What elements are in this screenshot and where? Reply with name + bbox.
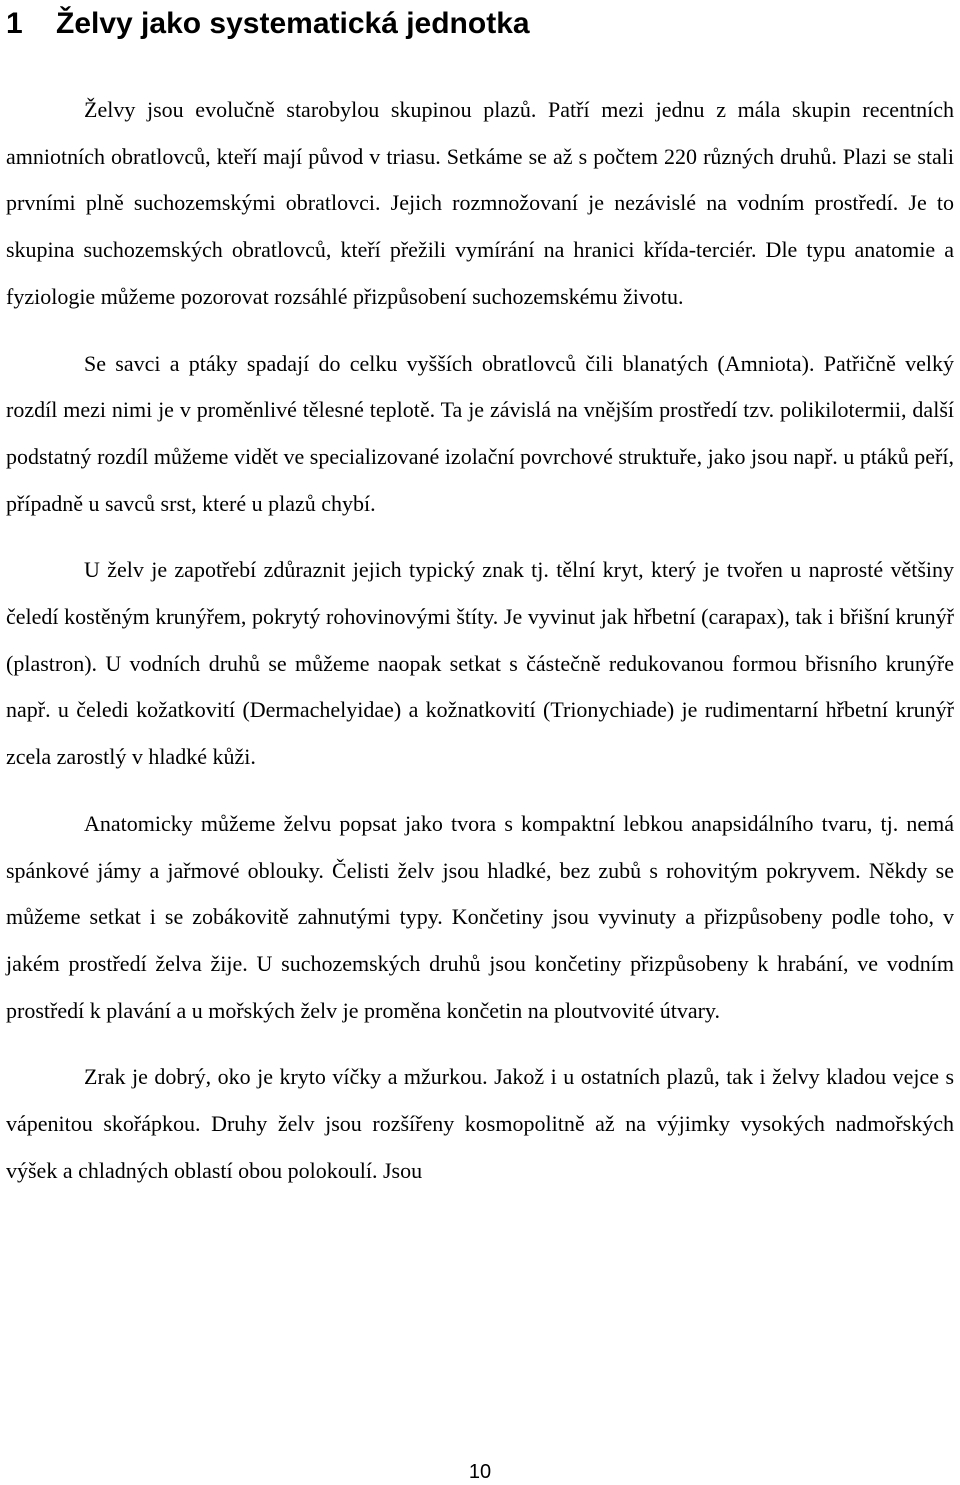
paragraph-shell: U želv je zapotřebí zdůraznit jejich typický znak tj. tělní kryt, který je tvořen u naprosté většiny čeledí kostěným krunýřem, pokrytý rohovinovými štíty. Je vyvinut jak hřbetní (carapax), tak i břišní krunýř (plastron). U vodních druhů se můžeme naopak setkat s částečně redukovanou formou břisního krunýře např. u čeledi kožatkovití (Dermachelyidae) a kožnatkovití (Trionychiade) je rudimentarní hřbetní krunýř zcela zarostlý v hladké kůži. <box>6 557 954 770</box>
chapter-number: 1 <box>6 7 23 40</box>
chapter-title: Želvy jako systematická jednotka <box>56 7 530 40</box>
body-text <box>6 87 954 1214</box>
paragraph-amniota: Se savci a ptáky spadají do celku vyšších obratlovců čili blanatých (Amniota). Patřičně velký rozdíl mezi nimi je v proměnlivé tělesné teplotě. Ta je závislá na vnějším prostředí tzv. polikilotermii, další podstatný rozdíl můžeme vidět ve specializované izolační povrchové struktuře, jako jsou např. u ptáků peří, případně u savců srst, které u plazů chybí. <box>6 350 954 516</box>
paragraph-senses: Zrak je dobrý, oko je kryto víčky a mžurkou. Jakož i u ostatních plazů, tak i želvy kladou vejce s vápenitou skořápkou. Druhy želv jsou rozšířeny kosmopolitně až na výjimky vysokých nadmořských výšek a chladných oblastí obou polokoulí. Jsou <box>6 1064 954 1183</box>
chapter-heading <box>6 4 530 44</box>
paragraph-intro: Želvy jsou evolučně starobylou skupinou plazů. Patří mezi jednu z mála skupin recentních amniotních obratlovců, kteří mají původ v triasu. Setkáme se až s počtem 220 různých druhů. Plazi se stali prvními plně suchozemskými obratlovci. Jejich rozmnožovaní je nezávislé na vodním prostředí. Je to skupina suchozemských obratlovců, kteří přežili vymírání na hranici křída-terciér. Dle typu anatomie a fyziologie můžeme pozorovat rozsáhlé přizpůsobení suchozemskému životu. <box>6 97 954 309</box>
paragraph-anatomy: Anatomicky můžeme želvu popsat jako tvora s kompaktní lebkou anapsidálního tvaru, tj. nemá spánkové jámy a jařmové oblouky. Čelisti želv jsou hladké, bez zubů s rohovitým pokryvem. Někdy se můžeme setkat i se zobákovitě zahnutými typy. Končetiny jsou vyvinuty a přizpůsobeny podle toho, v jakém prostředí želva žije. U suchozemských druhů jsou končetiny přizpůsobeny k hrabání, ve vodním prostředí k plavání a u mořských želv je proměna končetin na ploutvovité útvary. <box>6 810 954 1023</box>
page-number: 10 <box>468 1461 492 1483</box>
